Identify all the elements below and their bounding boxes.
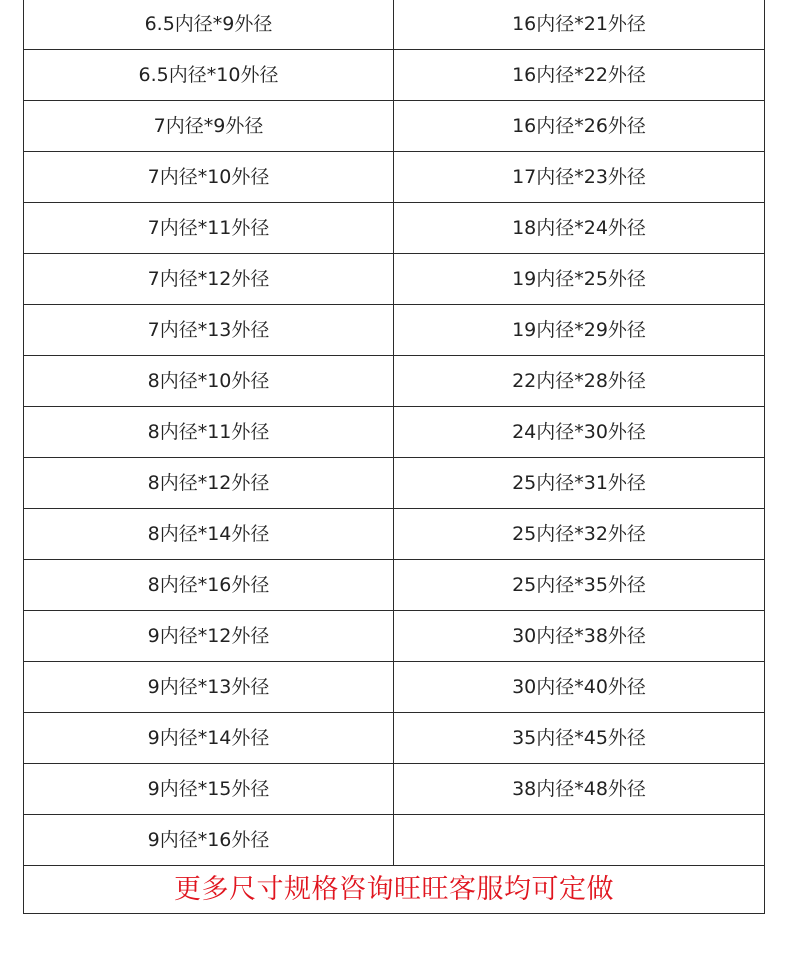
table-cell-right: 19内径*29外径 [394,305,765,356]
table-cell-left: 8内径*12外径 [24,458,394,509]
table-cell-left: 6.5内径*9外径 [24,0,394,50]
table-row [24,0,765,50]
table-row [24,764,765,815]
table-cell-left: 7内径*11外径 [24,203,394,254]
table-cell-left: 8内径*10外径 [24,356,394,407]
table-cell-left: 7内径*9外径 [24,101,394,152]
table-cell-right: 16内径*26外径 [394,101,765,152]
table-cell-left: 7内径*12外径 [24,254,394,305]
table-cell-right: 22内径*28外径 [394,356,765,407]
table-row [24,458,765,509]
table-cell-left: 8内径*14外径 [24,509,394,560]
table-row [24,305,765,356]
table-cell-left: 9内径*14外径 [24,713,394,764]
table-cell-right [394,815,765,866]
table-cell-right: 24内径*30外径 [394,407,765,458]
table-cell-left: 9内径*13外径 [24,662,394,713]
table-row [24,611,765,662]
table-cell-right: 25内径*32外径 [394,509,765,560]
table-row [24,356,765,407]
table-row [24,407,765,458]
table-cell-left: 9内径*15外径 [24,764,394,815]
table-cell-right: 25内径*31外径 [394,458,765,509]
table-cell-left: 9内径*12外径 [24,611,394,662]
table-row [24,152,765,203]
table-cell-left: 8内径*11外径 [24,407,394,458]
table-cell-left: 7内径*13外径 [24,305,394,356]
table-cell-right: 16内径*21外径 [394,0,765,50]
table-cell-left: 9内径*16外径 [24,815,394,866]
table-cell-right: 35内径*45外径 [394,713,765,764]
table-row [24,815,765,866]
table-cell-right: 38内径*48外径 [394,764,765,815]
size-table-body [24,0,765,914]
table-row [24,50,765,101]
table-cell-right: 25内径*35外径 [394,560,765,611]
table-cell-left: 7内径*10外径 [24,152,394,203]
table-cell-left: 6.5内径*10外径 [24,50,394,101]
table-row [24,203,765,254]
table-row [24,560,765,611]
footer-row [24,866,765,914]
table-row [24,509,765,560]
table-cell-right: 18内径*24外径 [394,203,765,254]
custom-size-notice: 更多尺寸规格咨询旺旺客服均可定做 [24,866,765,914]
table-cell-right: 30内径*38外径 [394,611,765,662]
table-row [24,101,765,152]
table-row [24,662,765,713]
table-row [24,254,765,305]
table-cell-right: 30内径*40外径 [394,662,765,713]
table-cell-left: 8内径*16外径 [24,560,394,611]
table-cell-right: 16内径*22外径 [394,50,765,101]
table-row [24,713,765,764]
table-cell-right: 17内径*23外径 [394,152,765,203]
size-table [23,0,765,914]
table-cell-right: 19内径*25外径 [394,254,765,305]
